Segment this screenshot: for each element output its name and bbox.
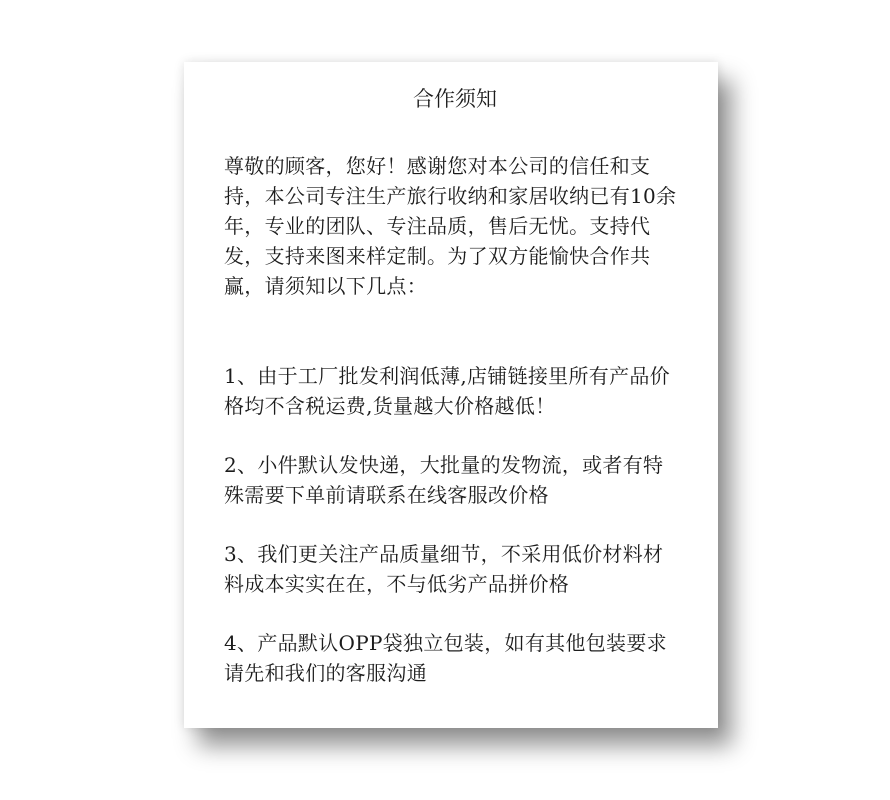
notice-card (184, 62, 718, 728)
notice-intro: 尊敬的顾客，您好！感谢您对本公司的信任和支持，本公司专注生产旅行收纳和家居收纳已有10余年，专业的团队、专注品质，售后无忧。支持代发，支持来图来样定制。为了双方能愉快合作共赢，请须知以下几点： (224, 154, 677, 298)
notice-item-1: 1、由于工厂批发利润低薄,店铺链接里所有产品价格均不含税运费,货量越大价格越低！ (224, 364, 670, 418)
notice-item-4: 4、产品默认OPP袋独立包装，如有其他包装要求请先和我们的客服沟通 (224, 631, 667, 685)
notice-title: 合作须知 (413, 87, 497, 111)
notice-item-3: 3、我们更关注产品质量细节，不采用低价材料材料成本实实在在，不与低劣产品拼价格 (224, 542, 664, 596)
notice-item-2: 2、小件默认发快递，大批量的发物流，或者有特殊需要下单前请联系在线客服改价格 (224, 453, 664, 507)
